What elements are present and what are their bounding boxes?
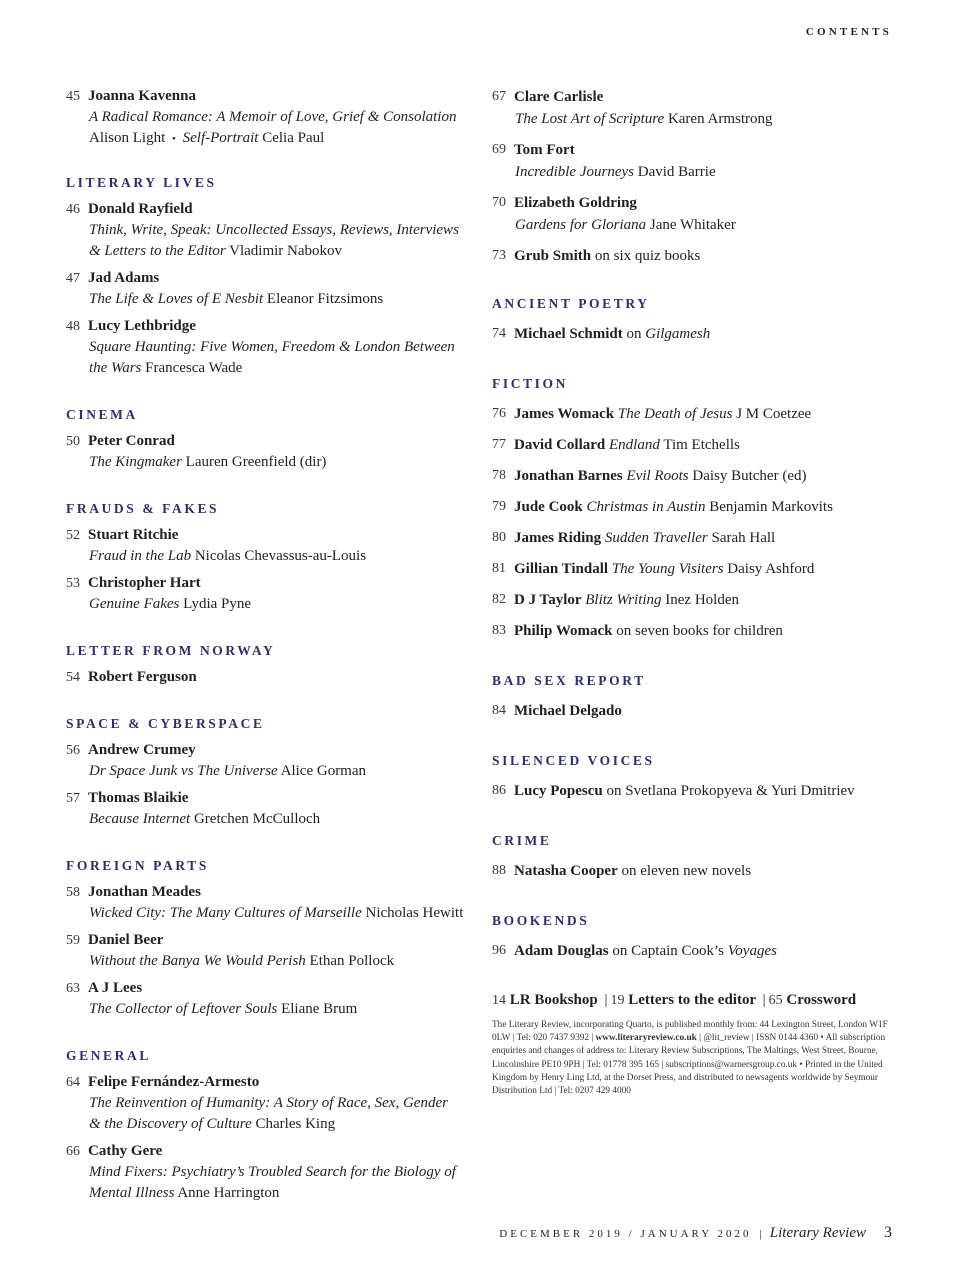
page-ref: 88 [492,863,506,878]
regular-feature: Crossword [786,992,857,1008]
entry-body [88,667,466,688]
page-ref: 58 [66,885,80,900]
reviewer-name: Lucy Lethbridge [88,318,196,334]
book-title: Genuine Fakes [89,596,180,612]
contents-section [66,406,466,473]
entry-body [514,527,775,549]
entry-line [88,1183,466,1204]
issue-date: DECEMBER 2019 / JANUARY 2020 [499,1228,752,1240]
book-title: Sudden Traveller [601,530,708,546]
reviewer-name: Jude Cook [514,499,583,515]
contents-entry [492,620,902,642]
page-ref: 56 [66,743,80,758]
page-ref: 84 [492,703,506,718]
contents-entry [492,86,902,130]
entry-body [514,465,807,487]
contents-entry [492,192,902,236]
page-ref: 53 [66,576,80,591]
contents-entry [492,139,902,183]
entry-line [88,809,466,830]
entry-line [88,546,466,567]
page-footer [499,1224,892,1242]
book-author: Daisy Butcher (ed) [688,468,807,484]
page-ref: 54 [66,670,80,685]
entry-line [88,1093,466,1114]
entry-line [514,527,775,549]
contents-entry [66,667,466,688]
book-author: Vladimir Nabokov [225,243,343,259]
book-title: Mental Illness [89,1185,175,1201]
reviewer-name: Jonathan Barnes [514,468,623,484]
contents-entry [492,589,902,611]
intro-block [492,86,902,267]
contents-entry [492,496,902,518]
page-ref: 79 [492,499,506,514]
section-heading: GENERAL [66,1048,151,1063]
page-ref: 50 [66,434,80,449]
contents-entry [66,199,466,262]
reviewer-name: Stuart Ritchie [88,527,179,543]
entry-body [514,403,811,425]
reviewer-name: D J Taylor [514,592,582,608]
page-ref: 81 [492,561,506,576]
reviewer-name: Tom Fort [514,142,575,158]
page-ref: 77 [492,437,506,452]
entry-body [514,558,814,580]
book-author: Francesca Wade [141,360,243,376]
contents-section [66,642,466,688]
contents-entry [492,403,902,425]
entry-body [88,788,466,830]
entry-body [514,940,777,962]
contents-section [66,500,466,615]
reviewer-name: Christopher Hart [88,575,201,591]
entry-line [514,496,833,518]
entry-body [514,496,833,518]
reviewer-name: Jonathan Meades [88,884,201,900]
entry-line [514,403,811,425]
contents-entry [66,930,466,972]
page-ref: 96 [492,943,506,958]
book-author: Inez Holden [661,592,739,608]
book-author: on Svetlana Prokopyeva & Yuri Dmitriev [602,783,855,799]
section-heading: SPACE & CYBERSPACE [66,716,265,731]
contents-section [492,832,902,882]
entry-line [514,108,773,130]
book-title: Self-Portrait [182,130,259,146]
entry-body [88,740,466,782]
book-title: Blitz Writing [581,592,662,608]
page-ref: 57 [66,791,80,806]
contents-entry [492,245,902,267]
website-url: www.literaryreview.co.uk [595,1033,697,1044]
book-author: Tim Etchells [659,437,740,453]
entry-line [514,700,622,722]
reviewer-name: James Womack [514,406,615,422]
entry-line [514,434,740,456]
book-title: The Reinvention of Humanity: A Story of Race, Sex, Gender [89,1095,448,1111]
entry-line [88,903,466,924]
entry-line [514,860,751,882]
book-author: David Barrie [633,164,716,180]
reviewer-name: Joanna Kavenna [88,88,196,104]
book-author: Nicholas Hewitt [361,905,464,921]
reviewer-name: Robert Ferguson [88,669,197,685]
page-ref: 73 [492,248,506,263]
contents-entry [492,940,902,962]
section-heading: LITERARY LIVES [66,175,217,190]
entry-line [88,220,466,241]
imprint-part: | @lit_review | ISSN 0144 4360 • All subscription enquiries and changes of address to: Literary Review Subscriptions, The Maltings, West Street, Bourne, Lincolnshire PE10 9PH | Tel: 01778 395 165 | subscriptions@warnersgroup.co.uk • Printed in the United Kingdom by Henry Ling Ltd, at the Dorset Press, and distributed to newsagents worldwide by Seymour Distribution Ltd | Tel: 0207 429 4000 [492,1033,886,1097]
reviewer-name: Elizabeth Goldring [514,195,637,211]
page-ref: 82 [492,592,506,607]
entry-line [514,214,736,236]
book-title: The Young Visiters [608,561,724,577]
entry-line [88,1114,466,1135]
book-title: Voyages [727,943,777,959]
page-ref: 70 [492,195,506,210]
entry-body [88,316,466,379]
section-heading: CINEMA [66,407,138,422]
reviewer-name: Michael Delgado [514,703,622,719]
entry-line [88,337,466,358]
section-heading: BAD SEX REPORT [492,673,646,688]
entry-body [514,589,739,611]
magazine-name: Literary Review [769,1225,866,1241]
book-title: The Kingmaker [89,454,182,470]
regulars-line [492,992,902,1009]
book-title: Gardens for Gloriana [515,217,647,233]
contents-section [66,174,466,379]
reviewer-name: Peter Conrad [88,433,175,449]
section-heading: FOREIGN PARTS [66,858,209,873]
book-author: Sarah Hall [707,530,776,546]
book-author: Anne Harrington [174,1185,280,1201]
book-title: & the Discovery of Culture [89,1116,252,1132]
reviewer-name: Clare Carlisle [514,89,604,105]
contents-entry [66,431,466,473]
entry-line [88,452,466,473]
book-title: The Lost Art of Scripture [515,111,665,127]
page-ref: 78 [492,468,506,483]
section-heading: FRAUDS & FAKES [66,501,220,516]
reviewer-name: Philip Womack [514,623,613,639]
page-ref: 76 [492,406,506,421]
contents-entry [66,1141,466,1204]
reviewer-name: James Riding [514,530,602,546]
page-ref: 74 [492,326,506,341]
page-ref: 52 [66,528,80,543]
entry-line [88,289,466,310]
reviewer-name: Natasha Cooper [514,863,618,879]
entry-body [514,192,736,236]
entry-line [88,999,466,1020]
contents-section [492,295,902,345]
reviewer-name: Michael Schmidt [514,326,623,342]
book-author: Gretchen McCulloch [190,811,321,827]
book-title: Without the Banya We Would Perish [89,953,306,969]
entry-line [514,940,777,962]
section-heading: LETTER FROM NORWAY [66,643,276,658]
book-author: Charles King [251,1116,336,1132]
book-title: Endland [605,437,660,453]
book-title: Because Internet [89,811,191,827]
left-column [66,86,466,1231]
contents-entry [66,86,466,150]
book-author: Celia Paul [258,130,325,146]
regular-feature: Letters to the editor [628,992,756,1008]
entry-body [88,573,466,615]
contents-section [66,1047,466,1204]
contents-entry [66,978,466,1020]
section-heading: CRIME [492,833,552,848]
reviewer-name: Jad Adams [88,270,160,286]
page-ref: 66 [66,1144,80,1159]
entry-body [88,268,466,310]
contents-section [492,912,902,962]
bullet-separator: • [169,133,179,145]
book-author: Alison Light [89,130,166,146]
contents-section [492,752,902,802]
page-ref: 86 [492,783,506,798]
page-ref: 65 [768,993,783,1008]
entry-line [514,780,855,802]
reviewer-name: Daniel Beer [88,932,164,948]
contents-entry [492,434,902,456]
contents-entry [66,740,466,782]
contents-section [492,375,902,642]
contents-entry [66,316,466,379]
book-author: Eliane Brum [277,1001,358,1017]
reviewer-name: Gillian Tindall [514,561,609,577]
book-title: Think, Write, Speak: Uncollected Essays, Reviews, Interviews [89,222,459,238]
entry-body [514,700,622,722]
entry-line [514,323,710,345]
entry-body [88,882,466,924]
contents-section [66,857,466,1020]
book-title: Mind Fixers: Psychiatry’s Troubled Search for the Biology of [89,1164,456,1180]
entry-body [514,780,855,802]
entry-body [88,978,466,1020]
entry-body [88,431,466,473]
page-ref: 80 [492,530,506,545]
entry-line [514,465,807,487]
entry-line [88,1162,466,1183]
section-heading: ANCIENT POETRY [492,296,650,311]
entry-body [514,434,740,456]
entry-line [514,161,716,183]
page-ref: 64 [66,1075,80,1090]
entry-line [88,951,466,972]
footer-divider: | [759,1228,762,1240]
entry-line [88,107,466,128]
contents-section [492,672,902,722]
book-author: Eleanor Fitzsimons [263,291,384,307]
entry-line [88,358,466,379]
regular-feature: LR Bookshop [509,992,598,1008]
book-title: The Collector of Leftover Souls [89,1001,278,1017]
book-title: Christmas in Austin [582,499,706,515]
book-author: Nicolas Chevassus-au-Louis [191,548,367,564]
book-author: on Captain Cook’s [608,943,728,959]
contents-entry [492,700,902,722]
imprint-text [492,1019,892,1098]
entry-line [88,128,466,150]
entry-line [88,761,466,782]
right-column [492,86,902,1098]
section-label: CONTENTS [805,26,892,38]
book-author: Lauren Greenfield (dir) [181,454,327,470]
contents-entry [492,780,902,802]
entry-body [88,930,466,972]
book-title: Dr Space Junk vs The Universe [89,763,278,779]
book-title: Gilgamesh [645,326,711,342]
page-ref: 14 [492,993,506,1008]
entry-body [88,525,466,567]
book-author: Alice Gorman [277,763,367,779]
contents-entry [66,525,466,567]
book-author: Karen Armstrong [664,111,773,127]
book-author: on eleven new novels [617,863,752,879]
regulars-divider: | [762,992,766,1008]
entry-body [514,86,773,130]
entry-body [514,323,710,345]
entry-body [514,620,783,642]
section-heading: SILENCED VOICES [492,753,655,768]
book-title: Wicked City: The Many Cultures of Marseille [89,905,362,921]
page-number: 3 [884,1224,892,1241]
contents-entry [66,788,466,830]
book-title: Square Haunting: Five Women, Freedom & London Between [89,339,455,355]
reviewer-name: A J Lees [88,980,143,996]
page-ref: 59 [66,933,80,948]
entry-line [514,589,739,611]
entry-line [514,558,814,580]
page-ref: 19 [610,993,625,1008]
contents-entry [492,860,902,882]
book-author: Lydia Pyne [179,596,252,612]
section-heading: FICTION [492,376,568,391]
reviewer-name: Adam Douglas [514,943,609,959]
section-heading: BOOKENDS [492,913,590,928]
book-title: Incredible Journeys [515,164,634,180]
page-ref: 67 [492,89,506,104]
reviewer-name: Thomas Blaikie [88,790,189,806]
reviewer-name: Andrew Crumey [88,742,196,758]
entry-body [514,139,716,183]
book-title: Fraud in the Lab [89,548,192,564]
book-author: Daisy Ashford [723,561,815,577]
entry-line [514,245,700,267]
entry-body [88,1072,466,1135]
entry-line [88,594,466,615]
book-author: J M Coetzee [732,406,812,422]
contents-entry [66,882,466,924]
contents-section [66,715,466,830]
book-title: Evil Roots [622,468,689,484]
book-author: Jane Whitaker [646,217,736,233]
regulars-divider: | [604,992,608,1008]
page-ref: 83 [492,623,506,638]
book-author: on seven books for children [612,623,783,639]
contents-entry [492,323,902,345]
reviewer-name: Felipe Fernández-Armesto [88,1074,260,1090]
entry-body [514,860,751,882]
book-title: the Wars [89,360,142,376]
entry-body [514,245,700,267]
book-title: The Death of Jesus [614,406,733,422]
contents-entry [66,268,466,310]
entry-body [88,1141,466,1204]
book-author: Ethan Pollock [305,953,395,969]
entry-body [88,199,466,262]
contents-entry [492,558,902,580]
book-author: Benjamin Markovits [705,499,833,515]
book-title: & Letters to the Editor [89,243,226,259]
page-ref: 48 [66,319,80,334]
page-ref: 69 [492,142,506,157]
contents-entry [492,527,902,549]
page-ref: 45 [66,89,80,104]
page-ref: 63 [66,981,80,996]
reviewer-name: Grub Smith [514,248,592,264]
entry-line [514,620,783,642]
reviewer-name: Lucy Popescu [514,783,603,799]
entry-line [88,241,466,262]
contents-entry [66,1072,466,1135]
intro-block [66,86,466,150]
book-title: A Radical Romance: A Memoir of Love, Grief & Consolation [89,109,457,125]
imprint-part: The Literary Review, incorporating Quarto, is published monthly from: 44 Lexington Street, London W1F 0LW | Tel: 020 7437 9392 | [492,1020,888,1044]
contents-entry [66,573,466,615]
entry-body [88,86,466,150]
page-ref: 47 [66,271,80,286]
book-author: on [622,326,646,342]
contents-entry [492,465,902,487]
reviewer-name: Cathy Gere [88,1143,163,1159]
reviewer-name: Donald Rayfield [88,201,193,217]
book-title: The Life & Loves of E Nesbit [89,291,264,307]
book-author: on six quiz books [591,248,701,264]
reviewer-name: David Collard [514,437,606,453]
page-ref: 46 [66,202,80,217]
